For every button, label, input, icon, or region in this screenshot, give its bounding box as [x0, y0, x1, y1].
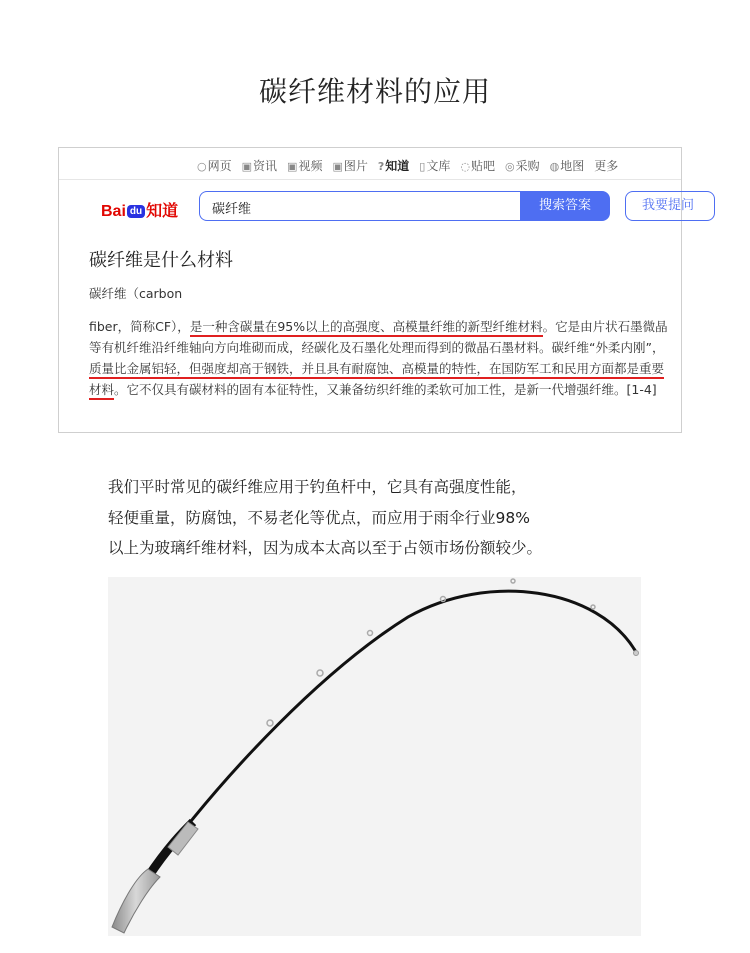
rod-grip [112, 869, 160, 933]
fishing-rod-photo [108, 577, 641, 936]
question-title[interactable]: 碳纤维是什么材料 [89, 250, 233, 271]
nav-item-9[interactable] [594, 157, 618, 174]
logo-zhidao: 知道 [146, 203, 179, 220]
search-answer-button[interactable]: 搜索答案 [520, 191, 610, 221]
image-icon: ▣ [332, 160, 343, 173]
zhidao-icon: ? [377, 160, 385, 173]
baidu-zhidao-logo[interactable] [101, 198, 178, 221]
rod-guide [441, 597, 446, 602]
rod-tip [634, 651, 639, 656]
body-paragraph [108, 472, 668, 564]
rod-blank [148, 591, 636, 877]
ask-question-button[interactable]: 我要提问 [625, 191, 715, 221]
answer-text [89, 316, 669, 400]
answer-underline-1: 是一种含碳量在95%以上的高强度、高模量纤维的新型纤维材料 [190, 319, 543, 337]
body-line: 以上为玻璃纤维材料，因为成本太高以至于占领市场份额较少。 [108, 539, 543, 557]
rod-guide [368, 631, 373, 636]
search-icon: ○ [197, 160, 207, 173]
nav-item-8[interactable] [550, 157, 585, 174]
fishing-rod-image [108, 577, 641, 936]
nav-item-label: 采购 [515, 159, 540, 173]
body-line: 轻便重量，防腐蚀，不易老化等优点，而应用于雨伞行业98% [108, 508, 530, 527]
video-icon: ▣ [287, 160, 298, 173]
question-subtitle: 碳纤维（carbon [89, 286, 183, 301]
nav-item-label: 贴吧 [470, 159, 495, 173]
body-line: 我们平时常见的碳纤维应用于钓鱼杆中，它具有高强度性能， [108, 478, 527, 496]
page-title: 碳纤维材料的应用 [258, 75, 491, 108]
news-icon: ▣ [241, 160, 253, 173]
nav-item-6[interactable] [460, 157, 495, 174]
nav-item-5[interactable] [419, 157, 450, 174]
caigou-icon: ◎ [505, 160, 515, 173]
answer-part-3: 。它不仅具有碳材料的固有本征特性，又兼备纺织纤维的柔软可加工性，是新一代增强纤维。[1-4] [114, 382, 657, 397]
wenku-icon: ▯ [419, 160, 426, 173]
baidu-zhidao-screenshot [58, 147, 695, 433]
nav-item-label: 知道 [385, 159, 410, 173]
nav-item-4[interactable] [378, 157, 409, 174]
nav-item-7[interactable] [505, 157, 540, 174]
answer-part-1: fiber，简称CF）， [89, 319, 190, 334]
nav-item-label: 地图 [560, 159, 585, 173]
nav-item-label: 资讯 [253, 159, 278, 173]
logo-bai: Bai [101, 203, 126, 220]
rod-guide [317, 670, 323, 676]
rod-guide [591, 605, 595, 609]
map-icon: ◍ [549, 160, 560, 173]
search-input[interactable]: 碳纤维 [199, 191, 520, 221]
nav-item-label: 图片 [343, 159, 368, 173]
nav-item-0[interactable] [197, 157, 232, 174]
nav-item-label: 网页 [207, 159, 232, 173]
nav-item-3[interactable] [332, 157, 367, 174]
answer-part-2: 。它是由片状石墨微晶等有机纤维沿纤维轴向方向堆砌而成，经碳化及石墨化处理而得到的微晶石墨材料。碳纤维“外柔内刚”， [89, 319, 668, 355]
nav-item-label: 更多 [594, 159, 619, 173]
nav-item-label: 文库 [426, 159, 451, 173]
nav-item-label: 视频 [298, 159, 323, 173]
nav-item-2[interactable] [287, 157, 322, 174]
logo-du: du [127, 205, 145, 218]
answer-underline-2: 质量比金属铝轻，但强度却高于钢铁，并且具有耐腐蚀、高模量的特性，在国防军工和民用方面都是重要材料 [89, 361, 664, 400]
nav-item-1[interactable] [242, 157, 277, 174]
nav-items [197, 157, 628, 174]
top-nav [59, 148, 681, 180]
rod-guide [267, 720, 273, 726]
rod-guide [511, 579, 515, 583]
tieba-icon: ◌ [460, 160, 470, 173]
search-header [59, 180, 695, 234]
